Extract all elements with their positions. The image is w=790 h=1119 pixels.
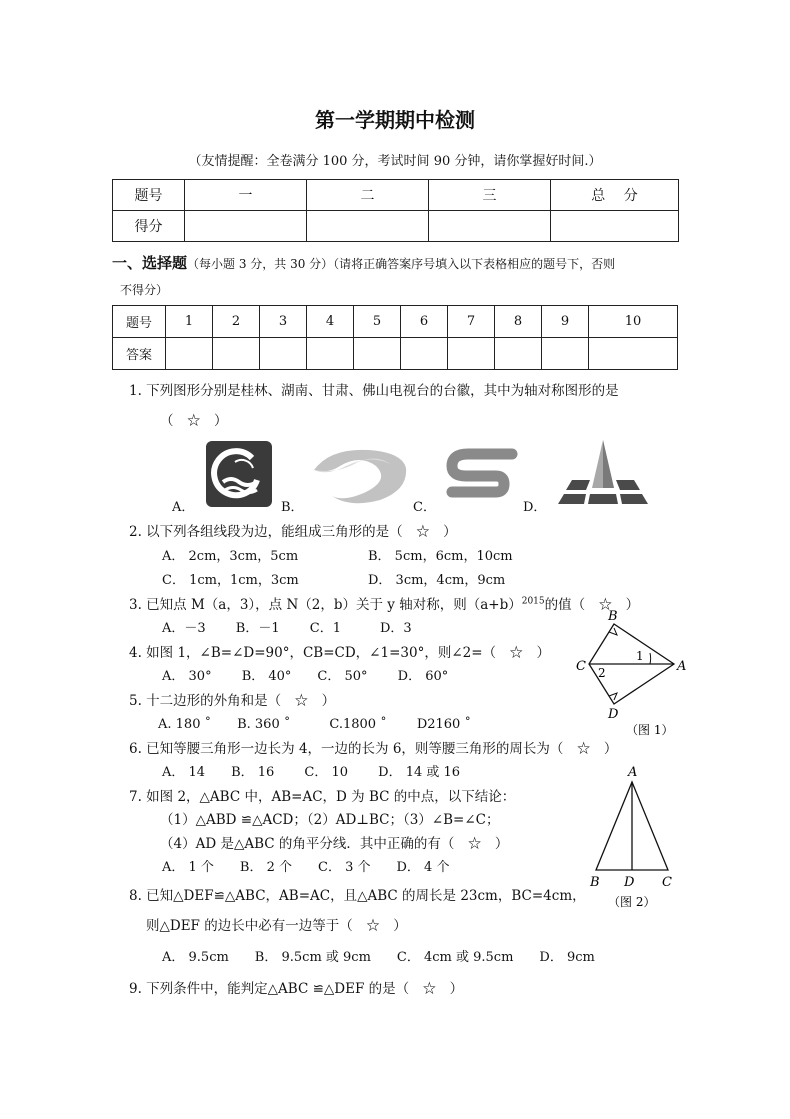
score-header-part2: 二: [307, 180, 429, 211]
q1-blank: （ ☆ ）: [160, 413, 228, 429]
guilin-tv-logo-icon: [205, 440, 273, 508]
q2-option-c: C． 1cm，1cm，3cm: [162, 573, 299, 588]
fig1-label-a: A: [677, 659, 687, 674]
answer-cell[interactable]: [354, 338, 401, 370]
answer-cell[interactable]: [495, 338, 542, 370]
score-header-part1: 一: [185, 180, 307, 211]
fig2-label-c: C: [662, 875, 672, 890]
q7-conclusions: （1）△ABD ≌△ACD；（2）AD⊥BC；（3）∠B=∠C；: [160, 812, 500, 828]
q3-stem-text: 3. 已知点 M（a，3），点 N（2，b）关于 y 轴对称，则（a+b）: [129, 597, 522, 613]
q6-stem: 6. 已知等腰三角形一边长为 4，一边的长为 6，则等腰三角形的周长为（ ☆ ）: [129, 741, 618, 757]
fig1-angle-1: 1: [636, 649, 644, 663]
score-header-part3: 三: [429, 180, 551, 211]
q5-stem: 5. 十二边形的外角和是（ ☆ ）: [129, 693, 336, 709]
fig1-label-b: B: [608, 609, 618, 624]
question-number: 6: [401, 306, 448, 338]
score-cell[interactable]: [551, 211, 679, 242]
score-header-total: 总 分: [551, 180, 679, 211]
question-number: 2: [213, 306, 260, 338]
fig2-label-a: A: [628, 765, 638, 780]
fig2-label-b: B: [590, 875, 600, 890]
answer-cell[interactable]: [542, 338, 589, 370]
question-number: 7: [448, 306, 495, 338]
answer-cell[interactable]: [448, 338, 495, 370]
q2-option-b: B． 5cm，6cm，10cm: [368, 549, 513, 564]
q7-stem: 7. 如图 2，△ABC 中，AB=AC，D 为 BC 的中点，以下结论：: [129, 789, 516, 805]
q8-line2: 则△DEF 的边长中必有一边等于（ ☆ ）: [146, 918, 407, 934]
section-note: （每小题 3 分，共 30 分）（请将正确答案序号填入以下表格相应的题号下，否则: [187, 257, 616, 271]
answer-cell[interactable]: [307, 338, 354, 370]
q3-stem: [129, 593, 639, 613]
q1-option-c-label: C．: [413, 500, 436, 515]
fig2-caption: （图 2）: [608, 895, 656, 909]
q7-conclusion-4: （4）AD 是△ABC 的角平分线．其中正确的有（ ☆ ）: [160, 836, 509, 852]
table-row: [113, 180, 679, 211]
q1-stem: 1. 下列图形分别是桂林、湖南、甘肃、佛山电视台的台徽，其中为轴对称图形的是: [129, 383, 619, 399]
fig2-label-d: D: [624, 875, 635, 890]
q3-exponent: 2015: [521, 596, 545, 607]
fig1-label-c: C: [576, 659, 586, 674]
score-cell[interactable]: [185, 211, 307, 242]
hunan-tv-logo-icon: [310, 444, 410, 508]
score-row-label: 得分: [113, 211, 185, 242]
q1-option-b-label: B．: [281, 500, 304, 515]
q1-option-d-label: D．: [523, 500, 547, 515]
gansu-tv-logo-icon: [446, 444, 518, 506]
q9-stem: 9. 下列条件中，能判定△ABC ≌△DEF 的是（ ☆ ）: [129, 981, 464, 997]
q8-stem: 8. 已知△DEF≌△ABC，AB=AC，且△ABC 的周长是 23cm，BC=4cm，: [129, 888, 586, 904]
q8-options: A． 9.5cm B． 9.5cm 或 9cm C． 4cm 或 9.5cm D． 9cm: [162, 950, 595, 965]
section-note-cont: 不得分）: [120, 283, 169, 297]
q3-options: A．－3 B．－1 C．1 D．3: [162, 621, 412, 636]
section-title: 一、选择题: [112, 254, 188, 272]
question-number: 10: [589, 306, 678, 338]
answer-header-label: 题号: [113, 306, 166, 338]
answer-cell[interactable]: [260, 338, 307, 370]
q2-option-d: D． 3cm，4cm，9cm: [368, 573, 506, 588]
exam-tip: （友情提醒：全卷满分 100 分，考试时间 90 分钟，请你掌握好时间.）: [188, 154, 602, 169]
q6-options: A． 14 B． 16 C． 10 D． 14 或 16: [162, 765, 461, 780]
fig1-label-d: D: [608, 707, 619, 722]
foshan-tv-logo-icon: [556, 438, 650, 508]
answer-cell[interactable]: [401, 338, 448, 370]
table-row: [113, 306, 678, 338]
question-number: 9: [542, 306, 589, 338]
question-number: 4: [307, 306, 354, 338]
q4-stem: 4. 如图 1，∠B=∠D=90°，CB=CD，∠1=30°，则∠2=（ ☆ ）: [129, 645, 551, 661]
table-row: [113, 211, 679, 242]
question-number: 5: [354, 306, 401, 338]
score-cell[interactable]: [429, 211, 551, 242]
q5-options: A. 180 ˚ B. 360 ˚ C.1800 ˚ D2160 ˚: [158, 717, 471, 732]
question-number: 1: [166, 306, 213, 338]
q7-options: A． 1 个 B． 2 个 C． 3 个 D． 4 个: [162, 860, 450, 875]
answer-cell[interactable]: [589, 338, 678, 370]
answer-cell[interactable]: [213, 338, 260, 370]
section-heading: [112, 252, 615, 273]
q3-stem-tail: 的值（ ☆ ）: [544, 597, 640, 613]
score-table: [112, 179, 679, 242]
table-row: [113, 338, 678, 370]
score-cell[interactable]: [307, 211, 429, 242]
answer-row-label: 答案: [113, 338, 166, 370]
q2-stem: 2. 以下列各组线段为边，能组成三角形的是（ ☆ ）: [129, 524, 457, 540]
answer-table: [112, 305, 678, 370]
question-number: 8: [495, 306, 542, 338]
page-title: 第一学期期中检测: [315, 108, 475, 132]
q1-option-a-label: A．: [172, 500, 195, 515]
answer-cell[interactable]: [166, 338, 213, 370]
figure-2-triangle: [584, 762, 694, 912]
question-number: 3: [260, 306, 307, 338]
q4-options: A． 30° B． 40° C． 50° D． 60°: [162, 669, 449, 684]
figure-1-quadrilateral: [570, 604, 700, 744]
score-header-label: 题号: [113, 180, 185, 211]
fig1-angle-2: 2: [598, 666, 606, 680]
fig1-caption: （图 1）: [626, 723, 674, 737]
q2-option-a: A． 2cm，3cm，5cm: [162, 549, 299, 564]
